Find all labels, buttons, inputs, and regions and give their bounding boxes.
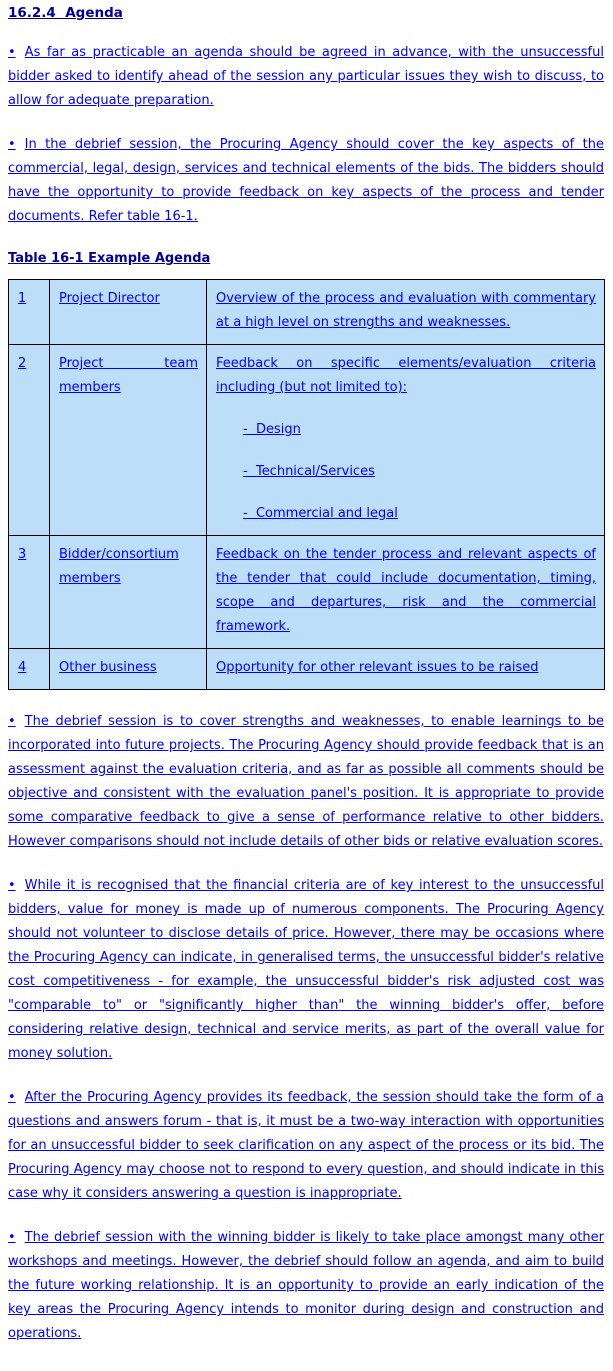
- closing-paragraph-1: [8, 710, 604, 854]
- bullet-icon: •: [8, 45, 16, 60]
- description-intro: Feedback on specific elements/evaluation criteria including (but not limited to):: [216, 356, 596, 395]
- description-cell: Feedback on the tender process and relevant aspects of the tender that could include documentation, timing, scope and departures, risk and the commercial framework.: [207, 536, 605, 649]
- bullet-icon: •: [8, 878, 16, 893]
- table-row: [9, 536, 605, 649]
- bullet-icon: •: [8, 714, 16, 729]
- closing-paragraph-4: [8, 1226, 604, 1346]
- paragraph-text: In the debrief session, the Procuring Agency should cover the key aspects of the commercial, legal, design, services and technical elements of the bids. The bidders should have the opportunity to provide feedback on key aspects of the process and tender documents. Refer table 16-1.: [8, 137, 604, 224]
- row-number-cell: 2: [9, 345, 50, 536]
- presenter-cell: Other business: [50, 649, 207, 690]
- description-sub-item: - Technical/Services: [243, 464, 375, 479]
- paragraph-text: While it is recognised that the financial criteria are of key interest to the unsuccessful bidders, value for money is made up of numerous components. The Procuring Agency should not volunteer to disclose details of price. However, there may be occasions where the Procuring Agency can indicate, in generalised terms, the unsuccessful bidder's relative cost competitiveness - for example, the unsuccessful bidder's risk adjusted cost was "comparable to" or "significantly higher than" the winning bidder's offer, before considering relative design, technical and service merits, as part of the overall value for money solution.: [8, 878, 604, 1061]
- description-cell: [207, 345, 605, 536]
- section-heading: 16.2.4 Agenda: [8, 5, 123, 21]
- row-number-cell: 4: [9, 649, 50, 690]
- intro-paragraph-2: [8, 133, 604, 229]
- description-cell: Opportunity for other relevant issues to be raised: [207, 649, 605, 690]
- description-sub-item: - Commercial and legal: [243, 506, 398, 521]
- paragraph-text: After the Procuring Agency provides its feedback, the session should take the form of a questions and answers forum - that is, it must be a two-way interaction with opportunities for an unsuccessful bidder to seek clarification on any aspect of the process or its bid. The Procuring Agency may choose not to respond to every question, and should indicate in this case why it considers answering a question is inappropriate.: [8, 1090, 604, 1201]
- description-cell: Overview of the process and evaluation with commentary at a high level on strengths and weaknesses.: [207, 280, 605, 345]
- presenter-cell: Bidder/consortium members: [50, 536, 207, 649]
- paragraph-text: As far as practicable an agenda should be agreed in advance, with the unsuccessful bidder asked to identify ahead of the session any particular issues they wish to discuss, to allow for adequate preparation.: [8, 45, 604, 108]
- row-number-cell: 3: [9, 536, 50, 649]
- closing-paragraph-2: [8, 874, 604, 1066]
- paragraph-text: The debrief session with the winning bidder is likely to take place amongst many other workshops and meetings. However, the debrief should follow an agenda, and aim to build the future working relationship. It is an opportunity to provide an early indication of the key areas the Procuring Agency intends to monitor during design and construction and operations.: [8, 1230, 604, 1341]
- closing-paragraph-3: [8, 1086, 604, 1206]
- table-row: [9, 280, 605, 345]
- bullet-icon: •: [8, 1230, 16, 1245]
- table-caption: Table 16-1 Example Agenda: [8, 251, 211, 266]
- bullet-icon: •: [8, 1090, 16, 1105]
- presenter-cell: Project Director: [50, 280, 207, 345]
- example-agenda-table: [8, 279, 605, 690]
- table-row: [9, 649, 605, 690]
- bullet-icon: •: [8, 137, 16, 152]
- intro-paragraph-1: [8, 41, 604, 113]
- description-sub-item: - Design: [243, 422, 301, 437]
- table-row: [9, 345, 605, 536]
- presenter-cell: Project team members: [50, 345, 207, 536]
- paragraph-text: The debrief session is to cover strengths and weaknesses, to enable learnings to be incorporated into future projects. The Procuring Agency should provide feedback that is an assessment against the evaluation criteria, and as far as possible all comments should be objective and consistent with the evaluation panel's position. It is appropriate to provide some comparative feedback to give a sense of performance relative to other bidders. However comparisons should not include details of other bids or relative evaluation scores.: [8, 714, 604, 849]
- row-number-cell: 1: [9, 280, 50, 345]
